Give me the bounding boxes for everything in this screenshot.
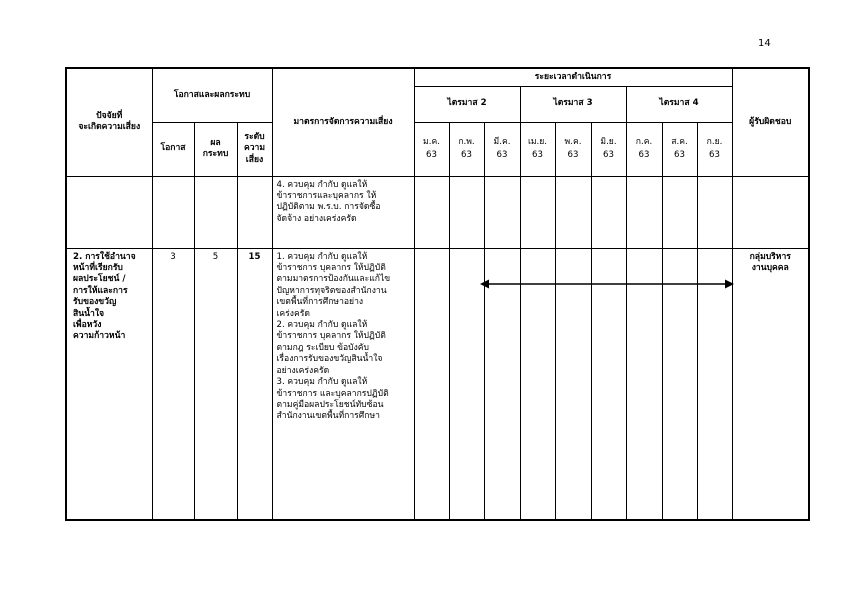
factor-cell: [66, 176, 152, 248]
month-header-mar: มี.ค. 63: [484, 122, 520, 176]
month-cell: [626, 176, 662, 248]
opportunity-impact-header: โอกาสและผลกระทบ: [152, 68, 272, 122]
month-cell: [449, 248, 484, 520]
measures-header: มาตรการจัดการความเสี่ยง: [272, 68, 414, 176]
owner-cell: [732, 176, 809, 248]
factor-header: ปัจจัยที่ จะเกิดความเสี่ยง: [66, 68, 152, 176]
risk-level-header: ระดับ ความ เสี่ยง: [237, 122, 272, 176]
page-number: 14: [758, 38, 771, 49]
month-header-jun: มิ.ย. 63: [591, 122, 626, 176]
factor-cell: 2. การใช้อำนาจ หน้าที่เรียกรับ ผลประโยชน์ / การให้และการ รับของขวัญ สินน้ำใจ เพื่อหวัง ความก้าวหน้า: [66, 248, 152, 520]
level-cell: [237, 176, 272, 248]
month-header-aug: ส.ค. 63: [662, 122, 697, 176]
month-cell: [662, 176, 697, 248]
timeline-arrow-icon: [480, 277, 734, 291]
month-cell: [520, 176, 555, 248]
month-cell: [484, 176, 520, 248]
month-cell: [555, 176, 591, 248]
month-header-apr: เม.ย. 63: [520, 122, 555, 176]
measure-cell: 1. ควบคุม กำกับ ดูแลให้ ข้าราชการ บุคลากร ให้ปฏิบัติ ตามมาตรการป้องกันและแก้ไข ปัญหาการทุจริตของสำนักงาน เขตพื้นที่การศึกษาอย่าง เคร่งครัด 2. ควบคุม กำกับ ดูแลให้ ข้าราชการ บุคลากร ให้ปฏิบัติ ตามกฎ ระเบียบ ข้อบังคับ เรื่องการรับของขวัญสินน้ำใจ อย่างเคร่งครัด 3. ควบคุม กำกับ ดูแลให้ ข้าราชการ และบุคลากรปฏิบัติ ตามคู่มือผลประโยชน์ทับซ้อน สำนักงานเขตพื้นที่การศึกษา: [272, 248, 414, 520]
quarter-2-header: ไตรมาส 2: [414, 86, 520, 122]
month-header-may: พ.ค. 63: [555, 122, 591, 176]
impact-cell: [194, 176, 237, 248]
month-cell: [591, 176, 626, 248]
month-header-jul: ก.ค. 63: [626, 122, 662, 176]
quarter-4-header: ไตรมาส 4: [626, 86, 732, 122]
impact-value: 5: [194, 248, 237, 520]
quarter-3-header: ไตรมาส 3: [520, 86, 626, 122]
measure-cell: 4. ควบคุม กำกับ ดูแลให้ ข้าราชการและบุคลากร ให้ ปฏิบัติตาม พ.ร.บ. การจัดซื้อ จัดจ้าง อย่างเคร่งครัด: [272, 176, 414, 248]
month-header-jan: ม.ค. 63: [414, 122, 449, 176]
month-cell: [449, 176, 484, 248]
impact-header: ผล กระทบ: [194, 122, 237, 176]
month-header-sep: ก.ย. 63: [697, 122, 732, 176]
month-cell: [414, 248, 449, 520]
month-header-feb: ก.พ. 63: [449, 122, 484, 176]
month-cell: [697, 176, 732, 248]
month-cell: [414, 176, 449, 248]
owner-cell: กลุ่มบริหาร งานบุคคล: [732, 248, 809, 520]
table-row: [66, 176, 809, 248]
risk-management-table: [65, 67, 810, 521]
opportunity-cell: [152, 176, 194, 248]
risk-level-value: 15: [237, 248, 272, 520]
timeline-header: ระยะเวลาดำเนินการ: [414, 68, 732, 86]
owner-header: ผู้รับผิดชอบ: [732, 68, 809, 176]
opportunity-header: โอกาส: [152, 122, 194, 176]
opportunity-value: 3: [152, 248, 194, 520]
